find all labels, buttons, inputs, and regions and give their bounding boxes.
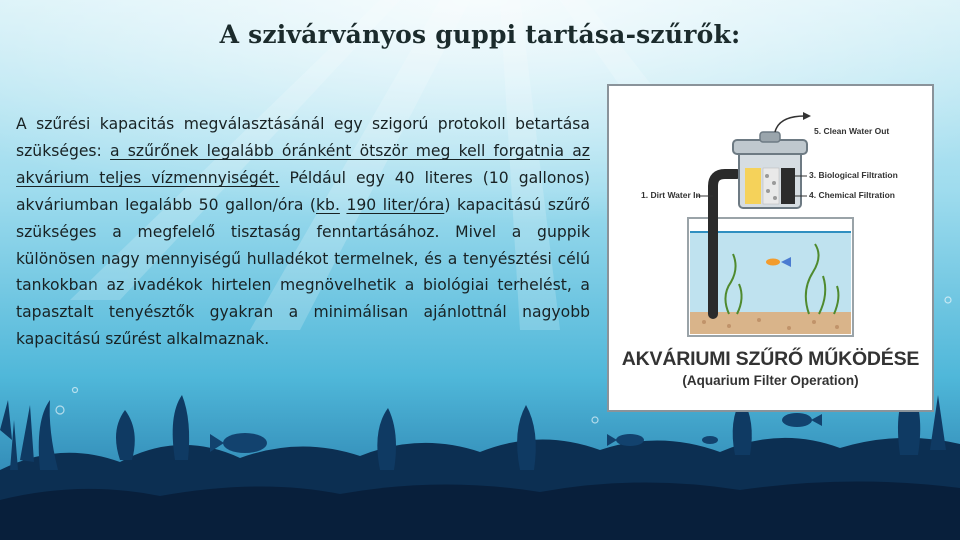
- label-biological-filtration: 3. Biological Filtration: [809, 170, 898, 180]
- paragraph-text: Például egy 40 literes (10 gallonos) akváriumban legalább 50 gallon/óra (: [16, 168, 590, 214]
- paragraph-text: ) kapacitású szűrő szükséges a megfelelő tisztaság fenntartásához. Mivel a guppik különösen nagy mennyiségű hulladékot termelnek, és a tenyésztési célú tankokban az ivadékok hirtelen megnövelhetik a biológiai terhelést, a tapasztalt tenyésztők gyakran a minimálisan ajánlottnál nagyobb kapacitású szűrést alkalmaznak.: [16, 195, 590, 349]
- label-chemical-filtration: 4. Chemical Filtration: [809, 190, 895, 200]
- underlined-requirement: a szűrőnek legalább óránként ötször meg kell forgatnia az akvárium teljes vízmennyiségét.: [16, 141, 590, 187]
- label-clean-water-out: 5. Clean Water Out: [814, 126, 890, 136]
- underlined-capacity: 190 liter/óra: [346, 195, 445, 214]
- filter-diagram-figure: [607, 84, 934, 412]
- paragraph-text: A szűrési kapacitás megválasztásánál egy szigorú protokoll betartása szükséges:: [16, 115, 590, 160]
- figure-subcaption: (Aquarium Filter Operation): [682, 373, 859, 388]
- label-dirt-water-in: 1. Dirt Water In: [641, 190, 701, 200]
- underlined-approx: kb.: [316, 195, 340, 214]
- figure-caption: AKVÁRIUMI SZŰRŐ MŰKÖDÉSE: [621, 348, 920, 370]
- slide-title: A szivárványos guppi tartása-szűrők:: [219, 20, 741, 49]
- body-paragraph: [16, 111, 590, 353]
